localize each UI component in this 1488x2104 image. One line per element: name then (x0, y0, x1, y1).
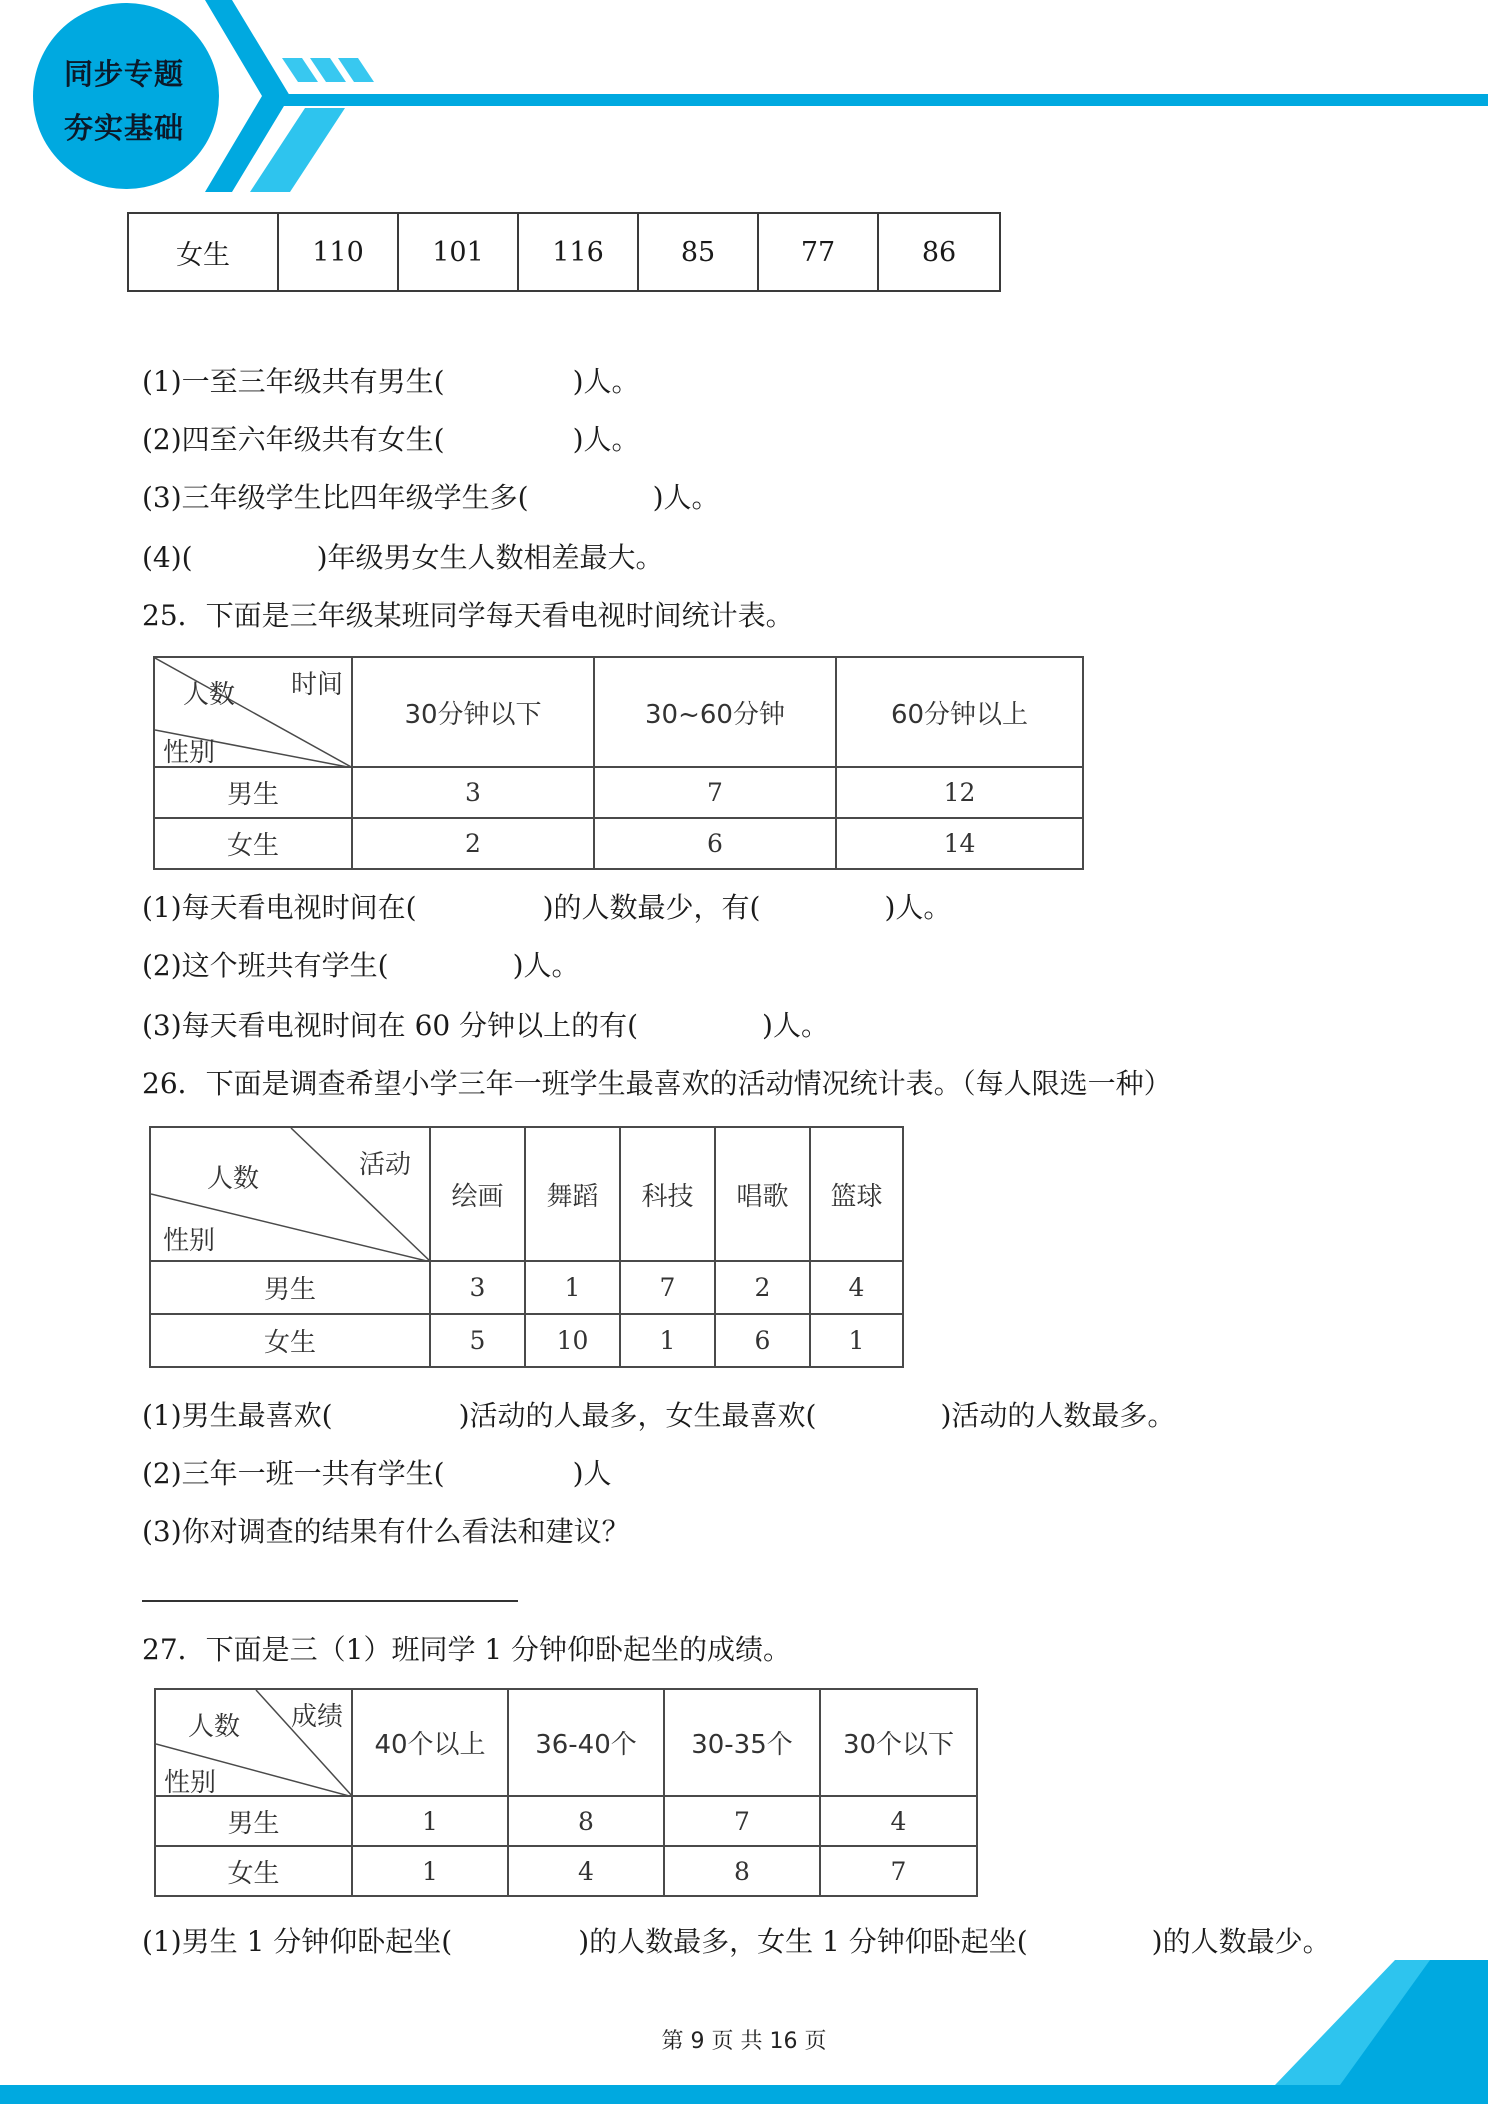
q26-header: 唱歌 (715, 1127, 810, 1261)
q26-item-3: (3)你对调查的结果有什么看法和建议？ (142, 1515, 630, 1548)
q27-table (154, 1688, 978, 1897)
row-label-girls: 女生 (128, 213, 278, 291)
table-cell: 3 (430, 1261, 525, 1314)
table-cell: 1 (810, 1314, 903, 1367)
q25-title: 25．下面是三年级某班同学每天看电视时间统计表。 (142, 599, 794, 632)
table-cell: 116 (518, 213, 638, 291)
table-cell: 4 (820, 1796, 977, 1846)
q24-item-2: (2)四至六年级共有女生( )人。 (142, 423, 640, 456)
table-cell: 8 (664, 1846, 820, 1896)
q26-title: 26．下面是调查希望小学三年一班学生最喜欢的活动情况统计表。（每人限选一种） (142, 1067, 1172, 1100)
table-cell: 7 (664, 1796, 820, 1846)
q26-corner-bottom: 性别 (163, 1226, 216, 1256)
badge-line-1: 同步专题 (63, 57, 184, 91)
q25-corner-mid: 人数 (183, 680, 236, 710)
q27-corner-mid: 人数 (188, 1712, 241, 1742)
q26-row-label: 男生 (150, 1261, 430, 1314)
q27-row-label: 男生 (155, 1796, 352, 1846)
q24-item-4: (4)( )年级男女生人数相差最大。 (142, 541, 664, 574)
q25-corner-top: 时间 (290, 670, 343, 700)
table-cell: 1 (352, 1796, 508, 1846)
table-cell: 4 (810, 1261, 903, 1314)
q24-item-3: (3)三年级学生比四年级学生多( )人。 (142, 481, 720, 514)
table-cell: 12 (836, 767, 1083, 818)
q25-corner-cell (154, 657, 352, 767)
q25-header: 60分钟以上 (836, 657, 1083, 767)
q26-item-2: (2)三年一班一共有学生( )人 (142, 1457, 612, 1490)
table-cell: 6 (594, 818, 836, 869)
q25-table (153, 656, 1084, 870)
q25-item-1: (1)每天看电视时间在( )的人数最少，有( )人。 (142, 891, 952, 924)
table-cell: 85 (638, 213, 758, 291)
q26-row-label: 女生 (150, 1314, 430, 1367)
q27-item-1: (1)男生 1 分钟仰卧起坐( )的人数最多，女生 1 分钟仰卧起坐( )的人数最少。 (142, 1925, 1331, 1958)
q25-header: 30~60分钟 (594, 657, 836, 767)
q26-header: 绘画 (430, 1127, 525, 1261)
q25-row-label: 男生 (154, 767, 352, 818)
table-cell: 1 (352, 1846, 508, 1896)
table-cell: 101 (398, 213, 518, 291)
table-cell: 2 (352, 818, 594, 869)
table-cell: 1 (525, 1261, 620, 1314)
q27-header: 40个以上 (352, 1689, 508, 1796)
q25-header: 30分钟以下 (352, 657, 594, 767)
table-cell: 8 (508, 1796, 664, 1846)
table-cell: 2 (715, 1261, 810, 1314)
table-cell: 14 (836, 818, 1083, 869)
page-number: 第 9 页 共 16 页 (661, 2029, 827, 2054)
q24-item-1: (1)一至三年级共有男生( )人。 (142, 365, 640, 398)
table-cell: 6 (715, 1314, 810, 1367)
header-decoration (0, 0, 1488, 200)
table-cell: 10 (525, 1314, 620, 1367)
badge-line-2: 夯实基础 (63, 111, 184, 145)
q27-header: 36-40个 (508, 1689, 664, 1796)
table-cell: 86 (878, 213, 1000, 291)
table-cell: 7 (594, 767, 836, 818)
table-cell: 5 (430, 1314, 525, 1367)
q27-row-label: 女生 (155, 1846, 352, 1896)
q26-corner-mid: 人数 (207, 1164, 260, 1194)
table-cell: 1 (620, 1314, 715, 1367)
q26-header: 舞蹈 (525, 1127, 620, 1261)
table-cell: 77 (758, 213, 878, 291)
table-cell: 110 (278, 213, 398, 291)
answer-line (142, 1600, 518, 1602)
q26-item-1: (1)男生最喜欢( )活动的人最多，女生最喜欢( )活动的人数最多。 (142, 1399, 1176, 1432)
table-cell: 7 (820, 1846, 977, 1896)
q27-title: 27．下面是三（1）班同学 1 分钟仰卧起坐的成绩。 (142, 1633, 792, 1666)
q27-corner-cell (155, 1689, 352, 1796)
table-cell: 4 (508, 1846, 664, 1896)
girls-count-table (127, 212, 1001, 292)
table-cell: 3 (352, 767, 594, 818)
q25-corner-bottom: 性别 (163, 738, 216, 768)
q27-header: 30-35个 (664, 1689, 820, 1796)
table-cell: 7 (620, 1261, 715, 1314)
q25-item-2: (2)这个班共有学生( )人。 (142, 949, 580, 982)
q25-row-label: 女生 (154, 818, 352, 869)
q26-corner-top: 活动 (358, 1150, 411, 1180)
q26-header: 篮球 (810, 1127, 903, 1261)
q26-header: 科技 (620, 1127, 715, 1261)
q27-corner-bottom: 性别 (164, 1768, 217, 1798)
q26-corner-cell (150, 1127, 430, 1261)
q25-item-3: (3)每天看电视时间在 60 分钟以上的有( )人。 (142, 1009, 829, 1042)
q27-header: 30个以下 (820, 1689, 977, 1796)
q27-corner-top: 成绩 (290, 1702, 343, 1732)
q26-table (149, 1126, 904, 1368)
